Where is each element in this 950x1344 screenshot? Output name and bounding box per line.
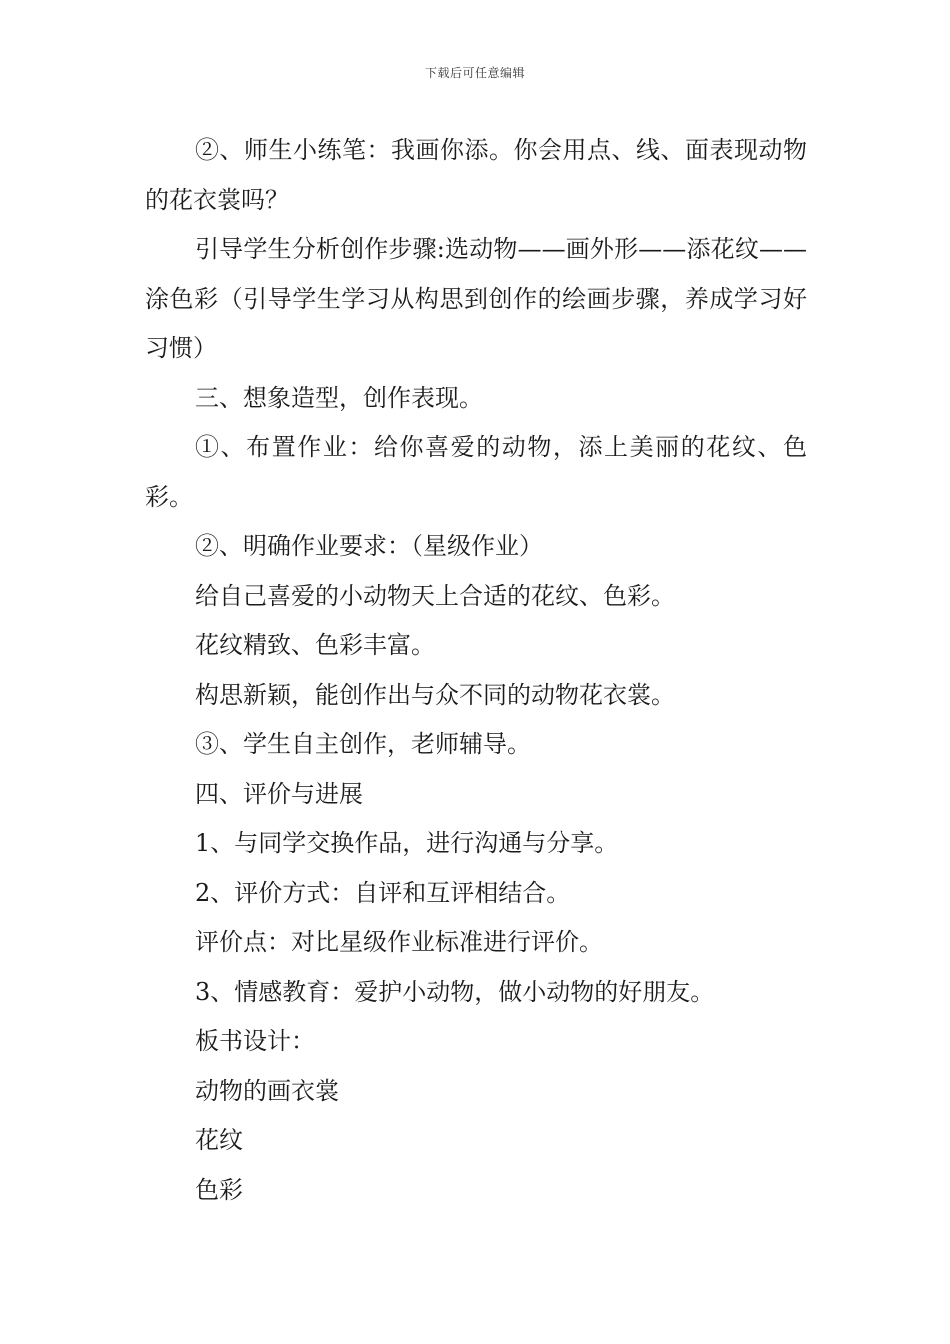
section-heading: 四、评价与进展	[195, 779, 363, 808]
document-body	[145, 126, 807, 1215]
paragraph: 引导学生分析创作步骤:选动物——画外形——添花纹——涂色彩（引导学生学习从构思到创作的绘画步骤，养成学习好习惯）	[145, 235, 807, 362]
paragraph: 板书设计：	[195, 1027, 315, 1055]
section-heading: 三、想象造型，创作表现。	[195, 383, 483, 412]
paragraph: ②、师生小练笔：我画你添。你会用点、线、面表现动物的花衣裳吗？	[145, 136, 807, 214]
page-header: 下载后可任意编辑	[424, 66, 525, 80]
paragraph: 色彩	[195, 1175, 243, 1204]
paragraph: 给自己喜爱的小动物天上合适的花纹、色彩。	[195, 581, 675, 610]
paragraph: ①、布置作业：给你喜爱的动物，添上美丽的花纹、色彩。	[145, 433, 807, 511]
paragraph: 评价点：对比星级作业标准进行评价。	[195, 928, 603, 956]
paragraph: 动物的画衣裳	[195, 1076, 339, 1105]
paragraph: 1、与同学交换作品，进行沟通与分享。	[195, 829, 619, 857]
paragraph: 2、评价方式：自评和互评相结合。	[195, 878, 571, 907]
paragraph: 花纹	[195, 1126, 243, 1154]
paragraph: 3、情感教育：爱护小动物，做小动物的好朋友。	[195, 977, 715, 1006]
paragraph: ③、学生自主创作，老师辅导。	[195, 730, 531, 758]
paragraph: 花纹精致、色彩丰富。	[195, 631, 435, 659]
paragraph: 构思新颖，能创作出与众不同的动物花衣裳。	[195, 680, 675, 709]
paragraph: ②、明确作业要求：（星级作业）	[195, 532, 543, 560]
